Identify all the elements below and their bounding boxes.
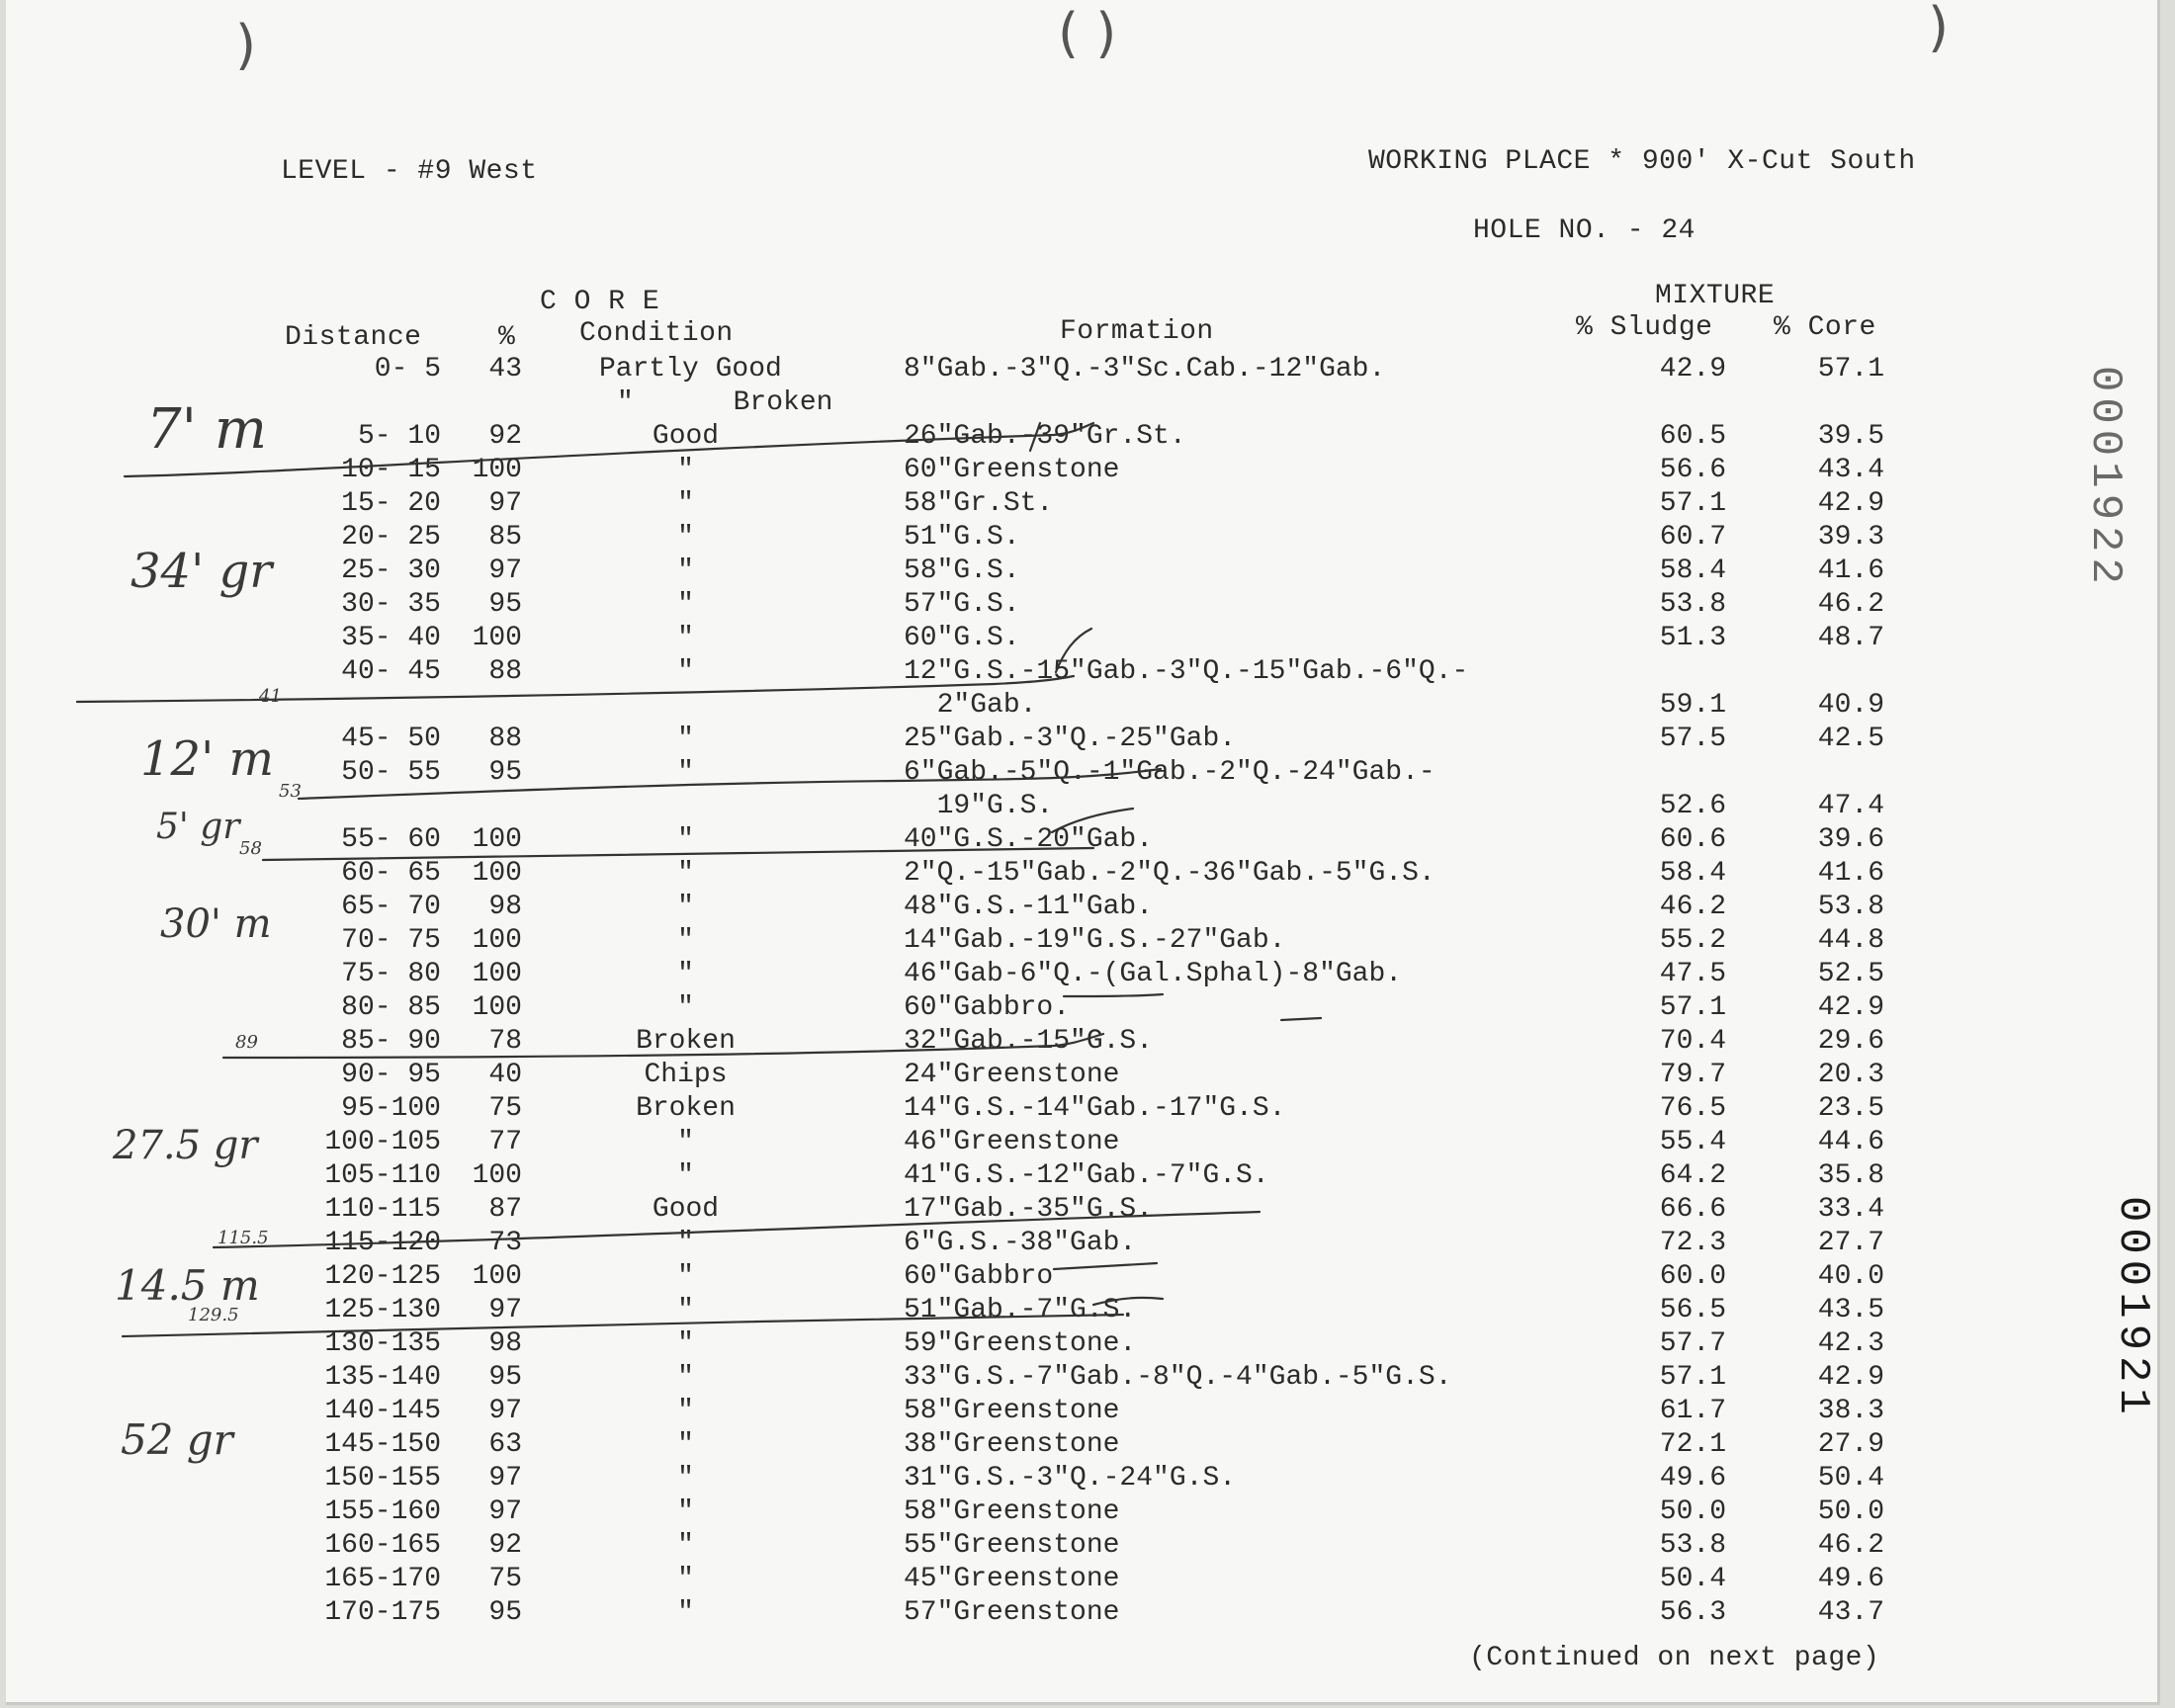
formation-cell: 12"G.S.-15"Gab.-3"Q.-15"Gab.-6"Q.-	[904, 656, 1469, 687]
distance-cell: 50- 55	[341, 757, 441, 788]
sludge-cell: 55.2	[1659, 925, 1726, 956]
percent-cell: 100	[472, 992, 522, 1023]
formation-cell: 57"Greenstone	[904, 1597, 1120, 1628]
percent-cell: 95	[488, 589, 522, 620]
hole-number: HOLE NO. - 24	[1473, 215, 1696, 246]
formation-cell: 19"G.S.	[904, 791, 1054, 821]
handwritten-note: 34' gr	[130, 544, 273, 599]
condition-cell: "	[677, 1396, 694, 1426]
sludge-header: % Sludge	[1576, 312, 1713, 343]
distance-cell: 75- 80	[341, 959, 441, 989]
condition-cell: "	[677, 824, 694, 855]
core-cell: 41.6	[1817, 555, 1884, 586]
condition-cell: "	[677, 1328, 694, 1359]
condition-cell: "	[677, 724, 694, 754]
distance-header: Distance	[285, 322, 422, 353]
distance-cell: 140-145	[324, 1396, 441, 1426]
formation-header: Formation	[1060, 316, 1214, 347]
document-stamp-number: 0001921	[2108, 1196, 2157, 1420]
core-cell: 57.1	[1817, 354, 1884, 384]
distance-cell: 70- 75	[341, 925, 441, 956]
percent-cell: 43	[488, 354, 522, 384]
core-cell: 46.2	[1817, 589, 1884, 620]
sludge-cell: 50.4	[1659, 1564, 1726, 1594]
core-header: % Core	[1774, 312, 1876, 343]
condition-cell: "	[677, 1530, 694, 1561]
sludge-cell: 57.1	[1659, 1362, 1726, 1393]
distance-cell: 135-140	[324, 1362, 441, 1393]
condition-cell: Partly Good	[599, 354, 782, 384]
handwritten-depth: 115.5	[218, 1228, 269, 1248]
stroke-line	[1064, 994, 1163, 996]
condition-cell: "	[677, 992, 694, 1023]
formation-cell: 48"G.S.-11"Gab.	[904, 892, 1154, 922]
formation-cell: 32"Gab.-15"G.S.	[904, 1026, 1154, 1057]
distance-cell: 90- 95	[341, 1060, 441, 1090]
formation-cell: 14"Gab.-19"G.S.-27"Gab.	[904, 925, 1286, 956]
percent-cell: 78	[488, 1026, 522, 1057]
sludge-cell: 56.3	[1659, 1597, 1726, 1628]
distance-cell: 150-155	[324, 1463, 441, 1494]
stroke-line	[299, 769, 1161, 799]
sludge-cell: 42.9	[1659, 354, 1726, 384]
formation-cell: 60"Gabbro	[904, 1261, 1054, 1292]
percent-cell: 85	[488, 522, 522, 553]
distance-cell: 0- 5	[374, 354, 441, 384]
distance-cell: 85- 90	[341, 1026, 441, 1057]
core-cell: 52.5	[1817, 959, 1884, 989]
formation-cell: 55"Greenstone	[904, 1530, 1120, 1561]
stroke-line	[125, 423, 1093, 476]
core-cell: 42.9	[1817, 992, 1884, 1023]
condition-cell: "	[677, 925, 694, 956]
handwritten-note: 5' gr	[156, 807, 240, 847]
core-cell: 40.0	[1817, 1261, 1884, 1292]
sludge-cell: 70.4	[1659, 1026, 1726, 1057]
faint-stamp-number: 0001922	[2080, 366, 2130, 590]
sludge-cell: 56.6	[1659, 455, 1726, 485]
condition-cell: "	[677, 1597, 694, 1628]
core-cell: 42.9	[1817, 1362, 1884, 1393]
formation-cell: 58"G.S.	[904, 555, 1020, 586]
core-cell: 42.9	[1817, 488, 1884, 519]
sludge-cell: 57.1	[1659, 992, 1726, 1023]
continued-note: (Continued on next page)	[1469, 1643, 1880, 1673]
stroke-line	[1030, 423, 1040, 451]
distance-cell: 105-110	[324, 1160, 441, 1191]
percent-cell: 97	[488, 1496, 522, 1527]
distance-cell: 95-100	[341, 1093, 441, 1124]
condition-cell: "	[677, 757, 694, 788]
core-cell: 29.6	[1817, 1026, 1884, 1057]
handwritten-depth: 58	[239, 838, 262, 859]
handwritten-note: 52 gr	[121, 1415, 233, 1464]
core-cell: 47.4	[1817, 791, 1884, 821]
sludge-cell: 57.7	[1659, 1328, 1726, 1359]
core-cell: 27.7	[1817, 1228, 1884, 1258]
formation-cell: 57"G.S.	[904, 589, 1020, 620]
formation-cell: 2"Q.-15"Gab.-2"Q.-36"Gab.-5"G.S.	[904, 858, 1436, 889]
percent-cell: 73	[488, 1228, 522, 1258]
formation-cell: 6"G.S.-38"Gab.	[904, 1228, 1137, 1258]
stroke-line	[1052, 809, 1133, 832]
formation-cell: 8"Gab.-3"Q.-3"Sc.Cab.-12"Gab.	[904, 354, 1386, 384]
distance-cell: 30- 35	[341, 589, 441, 620]
stroke-line	[77, 676, 1074, 702]
stroke-line	[263, 848, 1093, 860]
handwritten-depth: 53	[279, 781, 302, 802]
stroke-line	[1093, 1298, 1163, 1305]
core-cell: 43.7	[1817, 1597, 1884, 1628]
sludge-cell: 52.6	[1659, 791, 1726, 821]
stroke-line	[1054, 1263, 1157, 1269]
sludge-cell: 60.5	[1659, 421, 1726, 452]
condition-cell: "	[677, 1463, 694, 1494]
condition-cell: Broken	[636, 1093, 736, 1124]
condition-cell: Good	[652, 1194, 720, 1225]
formation-cell: 33"G.S.-7"Gab.-8"Q.-4"Gab.-5"G.S.	[904, 1362, 1452, 1393]
core-cell: 38.3	[1817, 1396, 1884, 1426]
distance-cell: 60- 65	[341, 858, 441, 889]
percent-cell: 95	[488, 1362, 522, 1393]
formation-cell: 17"Gab.-35"G.S.	[904, 1194, 1154, 1225]
percent-cell: 98	[488, 1328, 522, 1359]
condition-cell: "	[677, 1261, 694, 1292]
mixture-group-header: MIXTURE	[1655, 281, 1776, 311]
core-cell: 43.5	[1817, 1295, 1884, 1325]
sludge-cell: 51.3	[1659, 623, 1726, 653]
core-cell: 42.3	[1817, 1328, 1884, 1359]
formation-cell: 46"Gab-6"Q.-(Gal.Sphal)-8"Gab.	[904, 959, 1403, 989]
distance-cell: 115-120	[324, 1228, 441, 1258]
stroke-line	[123, 1315, 1123, 1336]
distance-cell: 80- 85	[341, 992, 441, 1023]
core-cell: 44.6	[1817, 1127, 1884, 1157]
sludge-cell: 47.5	[1659, 959, 1726, 989]
core-cell: 50.4	[1817, 1463, 1884, 1494]
formation-cell: 31"G.S.-3"Q.-24"G.S.	[904, 1463, 1237, 1494]
sludge-cell: 60.6	[1659, 824, 1726, 855]
sludge-cell: 50.0	[1659, 1496, 1726, 1527]
core-cell: 43.4	[1817, 455, 1884, 485]
percent-cell: 95	[488, 1597, 522, 1628]
condition-cell: "	[677, 1295, 694, 1325]
sludge-cell: 49.6	[1659, 1463, 1726, 1494]
condition-cell: "	[677, 1228, 694, 1258]
core-cell: 39.3	[1817, 522, 1884, 553]
percent-cell: 87	[488, 1194, 522, 1225]
core-cell: 48.7	[1817, 623, 1884, 653]
formation-cell: 51"Gab.-7"G.S.	[904, 1295, 1137, 1325]
distance-cell: 25- 30	[341, 555, 441, 586]
distance-cell: 5- 10	[357, 421, 441, 452]
sludge-cell: 60.7	[1659, 522, 1726, 553]
sludge-cell: 57.5	[1659, 724, 1726, 754]
condition-cell: "	[677, 455, 694, 485]
punch-hole-center: ( )	[1058, 2, 1117, 64]
stroke-line	[1056, 629, 1091, 672]
condition-cell: "	[677, 1496, 694, 1527]
formation-cell: 26"Gab.-39"Gr.St.	[904, 421, 1186, 452]
percent-cell: 97	[488, 488, 522, 519]
percent-cell: 95	[488, 757, 522, 788]
handwritten-depth: 89	[235, 1032, 258, 1053]
core-group-header: C O R E	[540, 287, 660, 317]
percent-cell: 100	[472, 455, 522, 485]
sludge-cell: 58.4	[1659, 858, 1726, 889]
distance-cell: 160-165	[324, 1530, 441, 1561]
core-cell: 35.8	[1817, 1160, 1884, 1191]
sludge-cell: 56.5	[1659, 1295, 1726, 1325]
formation-cell: 60"Greenstone	[904, 455, 1120, 485]
condition-cell: " Broken	[617, 387, 833, 418]
condition-cell: "	[677, 522, 694, 553]
distance-cell: 100-105	[324, 1127, 441, 1157]
percent-cell: 98	[488, 892, 522, 922]
condition-cell: "	[677, 1160, 694, 1191]
sludge-cell: 46.2	[1659, 892, 1726, 922]
percent-cell: 100	[472, 1160, 522, 1191]
sludge-cell: 66.6	[1659, 1194, 1726, 1225]
formation-cell: 58"Greenstone	[904, 1496, 1120, 1527]
distance-cell: 120-125	[324, 1261, 441, 1292]
handwritten-note: 7' m	[146, 397, 267, 462]
condition-cell: "	[677, 589, 694, 620]
sludge-cell: 59.1	[1659, 690, 1726, 721]
core-cell: 49.6	[1817, 1564, 1884, 1594]
percent-cell: 75	[488, 1564, 522, 1594]
condition-cell: "	[677, 1564, 694, 1594]
formation-cell: 45"Greenstone	[904, 1564, 1120, 1594]
distance-cell: 125-130	[324, 1295, 441, 1325]
percent-cell: 88	[488, 724, 522, 754]
formation-cell: 25"Gab.-3"Q.-25"Gab.	[904, 724, 1237, 754]
core-cell: 53.8	[1817, 892, 1884, 922]
distance-cell: 165-170	[324, 1564, 441, 1594]
formation-cell: 38"Greenstone	[904, 1429, 1120, 1460]
percent-cell: 100	[472, 959, 522, 989]
formation-cell: 46"Greenstone	[904, 1127, 1120, 1157]
condition-cell: "	[677, 488, 694, 519]
core-cell: 39.6	[1817, 824, 1884, 855]
core-cell: 33.4	[1817, 1194, 1884, 1225]
formation-cell: 14"G.S.-14"Gab.-17"G.S.	[904, 1093, 1286, 1124]
core-cell: 23.5	[1817, 1093, 1884, 1124]
condition-cell: "	[677, 623, 694, 653]
core-cell: 41.6	[1817, 858, 1884, 889]
percent-cell: 77	[488, 1127, 522, 1157]
handwritten-note: 12' m	[140, 731, 275, 787]
condition-cell: Broken	[636, 1026, 736, 1057]
percent-cell: 100	[472, 858, 522, 889]
sludge-cell: 64.2	[1659, 1160, 1726, 1191]
handwritten-depth: 41	[259, 686, 282, 707]
handwritten-note: 27.5 gr	[113, 1123, 258, 1168]
core-cell: 27.9	[1817, 1429, 1884, 1460]
percent-cell: 100	[472, 925, 522, 956]
condition-cell: "	[677, 959, 694, 989]
formation-cell: 24"Greenstone	[904, 1060, 1120, 1090]
core-cell: 39.5	[1817, 421, 1884, 452]
sludge-cell: 76.5	[1659, 1093, 1726, 1124]
sludge-cell: 60.0	[1659, 1261, 1726, 1292]
condition-cell: "	[677, 555, 694, 586]
core-cell: 50.0	[1817, 1496, 1884, 1527]
sludge-cell: 72.3	[1659, 1228, 1726, 1258]
condition-cell: "	[677, 656, 694, 687]
formation-cell: 6"Gab.-5"Q.-1"Gab.-2"Q.-24"Gab.-	[904, 757, 1436, 788]
stroke-line	[1281, 1018, 1321, 1020]
condition-cell: "	[677, 858, 694, 889]
condition-cell: "	[677, 892, 694, 922]
core-cell: 42.5	[1817, 724, 1884, 754]
distance-cell: 65- 70	[341, 892, 441, 922]
distance-cell: 45- 50	[341, 724, 441, 754]
distance-cell: 110-115	[324, 1194, 441, 1225]
sludge-cell: 72.1	[1659, 1429, 1726, 1460]
formation-cell: 59"Greenstone.	[904, 1328, 1137, 1359]
condition-cell: "	[677, 1429, 694, 1460]
sludge-cell: 55.4	[1659, 1127, 1726, 1157]
distance-cell: 55- 60	[341, 824, 441, 855]
sludge-cell: 61.7	[1659, 1396, 1726, 1426]
handwritten-depth: 129.5	[188, 1305, 239, 1325]
core-cell: 46.2	[1817, 1530, 1884, 1561]
formation-cell: 41"G.S.-12"Gab.-7"G.S.	[904, 1160, 1269, 1191]
level-label: LEVEL - #9 West	[281, 156, 538, 187]
distance-cell: 130-135	[324, 1328, 441, 1359]
condition-cell: "	[677, 1127, 694, 1157]
percent-cell: 97	[488, 1396, 522, 1426]
condition-cell: Good	[652, 421, 720, 452]
distance-cell: 145-150	[324, 1429, 441, 1460]
formation-cell: 40"G.S.-20"Gab.	[904, 824, 1154, 855]
formation-cell: 58"Gr.St.	[904, 488, 1054, 519]
sludge-cell: 58.4	[1659, 555, 1726, 586]
working-place-label: WORKING PLACE * 900' X-Cut South	[1368, 146, 1916, 177]
percent-cell: 40	[488, 1060, 522, 1090]
sludge-cell: 53.8	[1659, 1530, 1726, 1561]
percent-cell: 75	[488, 1093, 522, 1124]
handwritten-note: 30' m	[160, 901, 272, 947]
distance-cell: 15- 20	[341, 488, 441, 519]
core-cell: 44.8	[1817, 925, 1884, 956]
distance-cell: 35- 40	[341, 623, 441, 653]
percent-cell: 88	[488, 656, 522, 687]
distance-cell: 20- 25	[341, 522, 441, 553]
distance-cell: 40- 45	[341, 656, 441, 687]
percent-cell: 97	[488, 1295, 522, 1325]
condition-header: Condition	[579, 318, 734, 349]
percent-cell: 97	[488, 555, 522, 586]
handwritten-note: 14.5 m	[115, 1261, 260, 1310]
percent-cell: 92	[488, 1530, 522, 1561]
percent-cell: 100	[472, 1261, 522, 1292]
stroke-line	[214, 1212, 1260, 1247]
distance-cell: 155-160	[324, 1496, 441, 1527]
core-cell: 40.9	[1817, 690, 1884, 721]
percent-cell: 63	[488, 1429, 522, 1460]
formation-cell: 60"G.S.	[904, 623, 1020, 653]
core-cell: 20.3	[1817, 1060, 1884, 1090]
formation-cell: 51"G.S.	[904, 522, 1020, 553]
sludge-cell: 53.8	[1659, 589, 1726, 620]
condition-cell: "	[677, 1362, 694, 1393]
percent-cell: 100	[472, 824, 522, 855]
formation-cell: 60"Gabbro.	[904, 992, 1071, 1023]
punch-hole-left: )	[235, 14, 257, 76]
percent-cell: 92	[488, 421, 522, 452]
stroke-line	[223, 1034, 1103, 1058]
punch-hole-right: )	[1928, 0, 1950, 58]
percent-cell: 100	[472, 623, 522, 653]
distance-cell: 170-175	[324, 1597, 441, 1628]
formation-cell: 2"Gab.	[904, 690, 1037, 721]
sludge-cell: 79.7	[1659, 1060, 1726, 1090]
document-page	[6, 0, 2160, 1705]
percent-header: %	[498, 322, 516, 353]
formation-cell: 58"Greenstone	[904, 1396, 1120, 1426]
condition-cell: Chips	[644, 1060, 728, 1090]
distance-cell: 10- 15	[341, 455, 441, 485]
percent-cell: 97	[488, 1463, 522, 1494]
pen-strokes	[6, 0, 2157, 1702]
sludge-cell: 57.1	[1659, 488, 1726, 519]
